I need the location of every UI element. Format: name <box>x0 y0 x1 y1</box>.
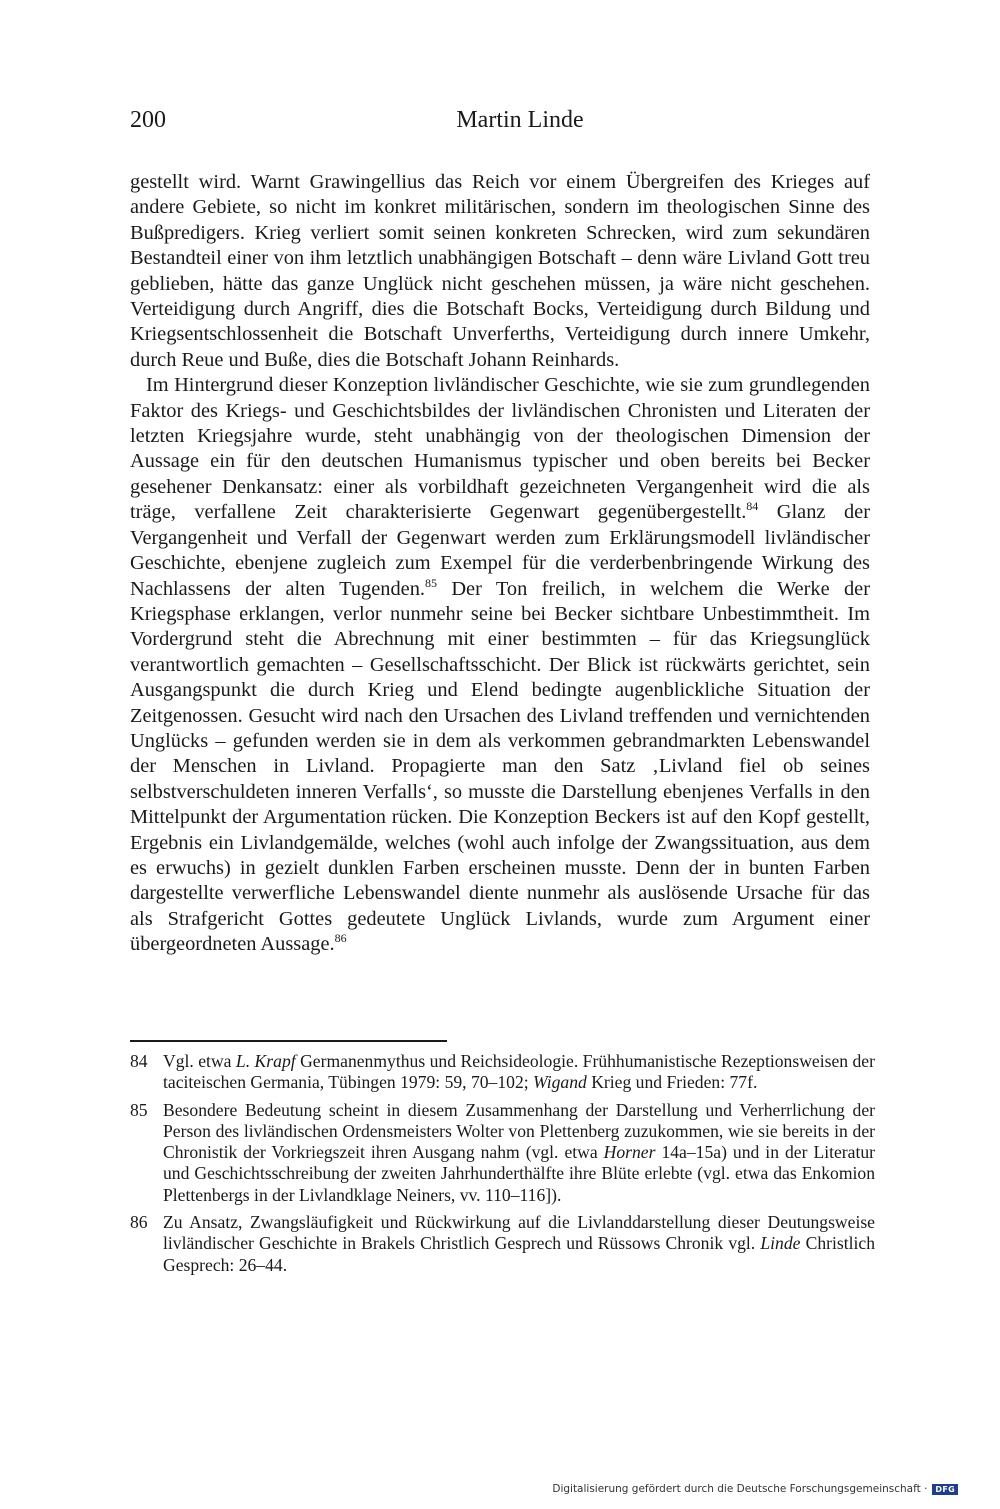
footnote-84 <box>130 1051 875 1094</box>
paragraph-text: Glanz der Vergangenheit und Verfall der Gegenwart werden zum Erklärungsmodell livländischer Geschichte, ebenjene zugleich zum Exempel für die verderbenbringende Wirkung des Nachlassens der alten Tugenden. <box>130 501 871 600</box>
footnote-text <box>163 1100 875 1206</box>
footnotes <box>130 1051 875 1282</box>
footnote-rule <box>130 1040 447 1042</box>
footnote-text <box>163 1212 875 1276</box>
footnote-text-part: Besondere Bedeutung scheint in diesem Zusammenhang der Darstellung und Verherrlichung der Person des livländischen Ordensmeisters Wolter von Plettenberg zuzukommen, wie sie bereits in der Chronistik der Vorkriegszeit ihren Ausgang nahm (vgl. etwa <box>163 1099 875 1163</box>
footnote-text-part: Vgl. etwa <box>163 1051 236 1071</box>
footnote-text-part: Christlich Gesprech: 26–44. <box>163 1233 875 1275</box>
footnote-number: 86 <box>130 1212 148 1233</box>
footnote-number: 85 <box>130 1099 148 1120</box>
footnote-text-part: 14a–15a) und in der Literatur und Geschichtsschreibung der zweiten Jahrhunderthälfte ihre Blüte erlebte (vgl. etwa das Enkomion Plettenbergs in der Livlandklage Neiners, vv. 110–116]). <box>163 1142 875 1205</box>
author-name: L. Krapf <box>235 1051 296 1071</box>
dfg-logo-icon: DFG <box>932 1484 958 1495</box>
author-name: Linde <box>760 1233 801 1254</box>
author-name: Horner <box>603 1142 656 1163</box>
footnote-number: 84 <box>130 1051 148 1071</box>
body-text <box>130 170 870 958</box>
paragraph: gestellt wird. Warnt Grawingellius das Reich vor einem Übergreifen des Krieges auf andere Gebiete, so nicht im konkret militärischen, sondern im theologischen Sinne des Bußpredigers. Krieg verliert somit seinen konkreten Schrecken, wird zum sekundären Bestandteil einer von ihm letztlich unabhängigen Botschaft – denn wäre Livland Gott treu geblieben, hätte das ganze Unglück nicht geschehen müssen, ja wäre nicht geschehen. Verteidigung durch Angriff, dies die Botschaft Bocks, Verteidigung durch Bildung und Kriegsentschlossenheit die Botschaft Unverferths, Verteidigung durch innere Umkehr, durch Reue und Buße, dies die Botschaft Johann Reinhards. <box>130 171 870 371</box>
credit-text: Digitalisierung gefördert durch die Deutsche Forschungsgemeinschaft · <box>552 1483 928 1495</box>
footnote-text-part: Zu Ansatz, Zwangsläufigkeit und Rückwirkung auf die Livlanddarstellung dieser Deutungsweise livländischer Geschichte in Brakels Christlich Gesprech und Rüssows Chronik vgl. <box>163 1212 875 1254</box>
footnote-86 <box>130 1212 875 1276</box>
digitization-credit <box>552 1483 958 1495</box>
footnote-ref-85[interactable]: 85 <box>425 575 437 590</box>
paragraph <box>130 373 870 957</box>
running-head: Martin Linde <box>456 107 584 133</box>
footnote-text-part: Germanenmythus und Reichsideologie. Frühhumanistische Rezeptionsweisen der taciteischen Germania, Tübingen 1979: 59, 70–102; <box>163 1051 875 1093</box>
footnote-ref-84[interactable]: 84 <box>746 499 759 514</box>
paragraph-text: Der Ton freilich, in welchem die Werke der Kriegsphase erklangen, verlor nunmehr seine bei Becker sichtbare Unbestimmtheit. Im Vordergrund steht die Abrechnung mit einer bestimmten – für das Kriegsunglück verantwortlich gemachten – Gesellschaftsschicht. Der Blick ist rückwärts gerichtet, sein Ausgangspunkt die durch Krieg und Elend bedingte augenblickliche Situation der Zeitgenossen. Gesucht wird nach den Ursachen des Livland treffenden und vernichtenden Unglücks – gefunden werden sie in dem als verkommen gebrandmarkten Lebenswandel der Menschen in Livland. Propagierte man den Satz ‚Livland fiel ob seines selbstverschuldeten inneren Verfalls‘, so musste die Darstellung ebenjenes Verfalls in den Mittelpunkt der Argumentation rücken. Die Konzeption Beckers ist auf den Kopf gestellt, Ergebnis ein Livlandgemälde, welches (wohl auch infolge der Zwangssituation, aus dem es erwuchs) in gezielt dunklen Farben erscheinen musste. Denn der in bunten Farben dargestellte verwerfliche Lebenswandel diente nunmehr als auslösende Ursache für das als Strafgericht Gottes gedeutete Unglück Livlands, wurde zum Argument einer übergeordneten Aussage. <box>130 577 870 956</box>
footnote-85 <box>130 1100 875 1206</box>
footnote-text <box>163 1051 875 1094</box>
footnote-ref-86[interactable]: 86 <box>334 931 347 946</box>
footnote-text-part: Krieg und Frieden: 77f. <box>586 1072 758 1093</box>
author-name: Wigand <box>533 1072 587 1093</box>
page-number: 200 <box>130 107 166 133</box>
paragraph-text: Im Hintergrund dieser Konzeption livländischer Geschichte, wie sie zum grundlegenden Faktor des Kriegs- und Geschichtsbildes der livländischen Chronisten und Literaten der letzten Kriegsjahre wurde, steht unabhängig von der theologischen Dimension der Aussage ein für den deutschen Humanismus typischer und oben bereits bei Becker gesehener Denkansatz: einer als vorbildhaft gezeichneten Vergangenheit wird die als träge, verfallene Zeit charakterisierte Gegenwart gegenübergestellt. <box>130 374 870 524</box>
